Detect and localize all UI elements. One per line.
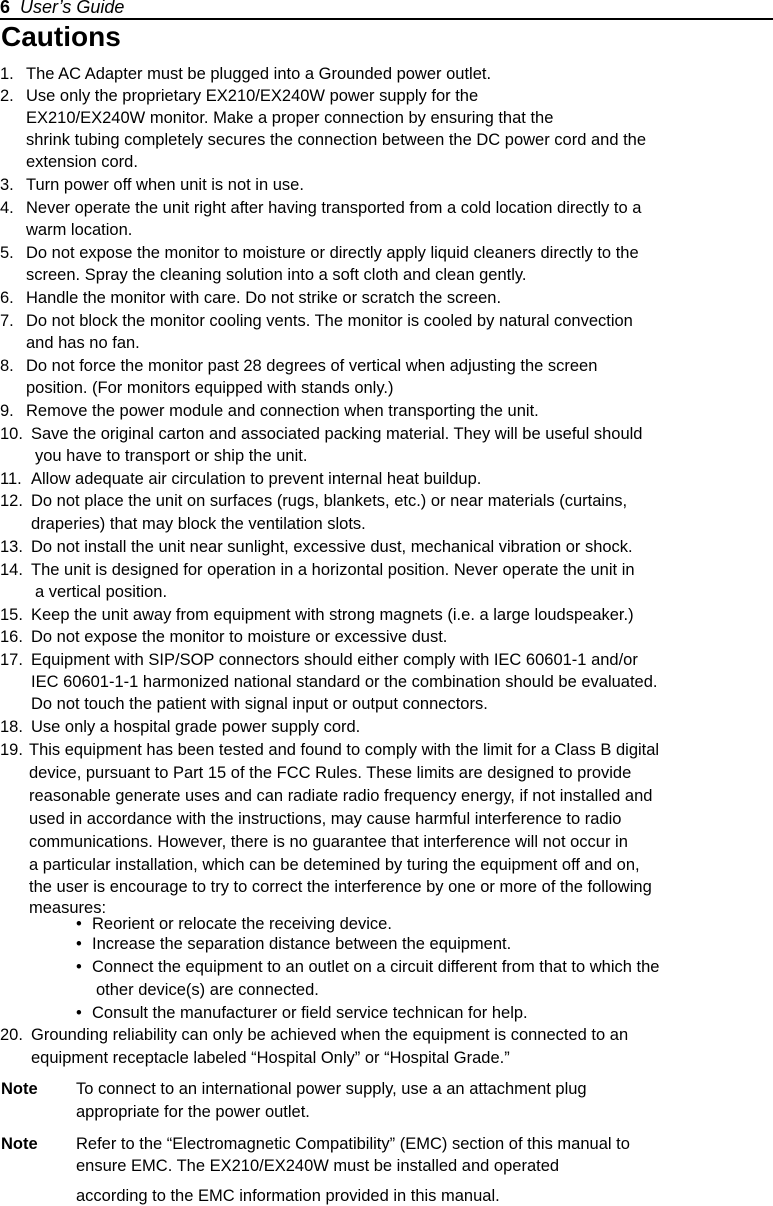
caution-line: reasonable generate uses and can radiate radio frequency energy, if not installed and (29, 787, 653, 805)
caution-line: device, pursuant to Part 15 of the FCC Rules. These limits are designed to provide (29, 764, 632, 782)
caution-line: Do not expose the monitor to moisture or excessive dust. (31, 628, 448, 646)
caution-number: 11. (0, 470, 22, 488)
note-line: Refer to the “Electromagnetic Compatibility” (EMC) section of this manual to (76, 1135, 630, 1153)
caution-line: Never operate the unit right after having transported from a cold location directly to a (26, 199, 642, 217)
caution-number: 10. (0, 425, 23, 443)
note-line: ensure EMC. The EX210/EX240W must be installed and operated (76, 1157, 560, 1175)
caution-line: Do not block the monitor cooling vents. The monitor is cooled by natural convection (26, 312, 633, 330)
caution-line: warm location. (26, 221, 133, 239)
caution-line: a particular installation, which can be detemined by turing the equipment off and on, (29, 856, 640, 874)
bullet-line: other device(s) are connected. (96, 981, 319, 999)
caution-line: extension cord. (26, 153, 138, 171)
caution-line: shrink tubing completely secures the connection between the DC power cord and the (26, 131, 647, 149)
page-number: 6 (0, 0, 11, 17)
guide-title: User’s Guide (20, 0, 125, 17)
caution-line: and has no fan. (26, 334, 140, 352)
caution-line: Do not touch the patient with signal input or output connectors. (31, 695, 488, 713)
caution-line: position. (For monitors equipped with stands only.) (26, 379, 394, 397)
caution-line: draperies) that may block the ventilation slots. (31, 515, 366, 533)
caution-line: Use only the proprietary EX210/EX240W power supply for the (26, 87, 479, 105)
caution-number: 9. (0, 402, 14, 420)
page-header (0, 0, 773, 19)
caution-line: Do not install the unit near sunlight, excessive dust, mechanical vibration or shock. (31, 538, 633, 556)
caution-line: Equipment with SIP/SOP connectors should either comply with IEC 60601-1 and/or (31, 651, 638, 669)
caution-line: used in accordance with the instructions, may cause harmful interference to radio (29, 810, 622, 828)
caution-line: screen. Spray the cleaning solution into a soft cloth and clean gently. (26, 266, 527, 284)
note-line: To connect to an international power supply, use a an attachment plug (76, 1080, 587, 1098)
caution-line: equipment receptacle labeled “Hospital Only” or “Hospital Grade.” (31, 1049, 510, 1067)
caution-line: The AC Adapter must be plugged into a Grounded power outlet. (26, 65, 492, 83)
caution-line: Do not force the monitor past 28 degrees of vertical when adjusting the screen (26, 357, 598, 375)
bullet-marker: • (76, 935, 82, 953)
caution-line: Handle the monitor with care. Do not strike or scratch the screen. (26, 289, 502, 307)
caution-line: Grounding reliability can only be achieved when the equipment is connected to an (31, 1026, 629, 1044)
caution-line: Use only a hospital grade power supply cord. (31, 718, 361, 736)
bullet-line: Reorient or relocate the receiving device. (92, 915, 392, 933)
caution-number: 7. (0, 312, 14, 330)
caution-line: measures: (29, 899, 107, 917)
caution-line: EX210/EX240W monitor. Make a proper connection by ensuring that the (26, 109, 554, 127)
page-title: Cautions (1, 21, 121, 52)
caution-number: 13. (0, 538, 23, 556)
bullet-line: Increase the separation distance between the equipment. (92, 935, 512, 953)
caution-line: a vertical position. (35, 583, 168, 601)
caution-line: Keep the unit away from equipment with strong magnets (i.e. a large loudspeaker.) (31, 606, 634, 624)
caution-number: 12. (0, 492, 23, 510)
caution-line: The unit is designed for operation in a horizontal position. Never operate the unit in (31, 561, 635, 579)
caution-line: the user is encourage to try to correct the interference by one or more of the following (29, 878, 652, 896)
caution-line: you have to transport or ship the unit. (35, 447, 308, 465)
bullet-line: Connect the equipment to an outlet on a circuit different from that to which the (92, 958, 660, 976)
caution-line: IEC 60601-1-1 harmonized national standard or the combination should be evaluated. (31, 673, 658, 691)
caution-number: 18. (0, 718, 23, 736)
caution-line: Remove the power module and connection when transporting the unit. (26, 402, 539, 420)
note-line: according to the EMC information provided in this manual. (76, 1187, 500, 1205)
caution-number: 20. (0, 1026, 23, 1044)
caution-number: 19. (0, 741, 23, 759)
caution-number: 5. (0, 244, 14, 262)
bullet-line: Consult the manufacturer or field service technican for help. (92, 1004, 528, 1022)
caution-number: 16. (0, 628, 23, 646)
caution-line: Allow adequate air circulation to prevent internal heat buildup. (31, 470, 482, 488)
caution-number: 4. (0, 199, 14, 217)
caution-line: Do not place the unit on surfaces (rugs, blankets, etc.) or near materials (curtains, (31, 492, 628, 510)
note-label: Note (1, 1080, 38, 1098)
bullet-marker: • (76, 915, 82, 933)
caution-number: 8. (0, 357, 14, 375)
caution-line: Do not expose the monitor to moisture or directly apply liquid cleaners directly to the (26, 244, 639, 262)
note-label: Note (1, 1135, 38, 1153)
caution-number: 3. (0, 176, 14, 194)
bullet-marker: • (76, 958, 82, 976)
caution-number: 1. (0, 65, 14, 83)
caution-line: This equipment has been tested and found to comply with the limit for a Class B digital (29, 741, 660, 759)
caution-number: 2. (0, 87, 14, 105)
caution-number: 15. (0, 606, 23, 624)
caution-number: 17. (0, 651, 23, 669)
caution-number: 6. (0, 289, 14, 307)
bullet-marker: • (76, 1004, 82, 1022)
caution-line: Save the original carton and associated packing material. They will be useful should (31, 425, 643, 443)
caution-line: Turn power off when unit is not in use. (26, 176, 304, 194)
note-line: appropriate for the power outlet. (76, 1103, 310, 1121)
caution-line: communications. However, there is no guarantee that interference will not occur in (29, 833, 628, 851)
caution-number: 14. (0, 561, 23, 579)
